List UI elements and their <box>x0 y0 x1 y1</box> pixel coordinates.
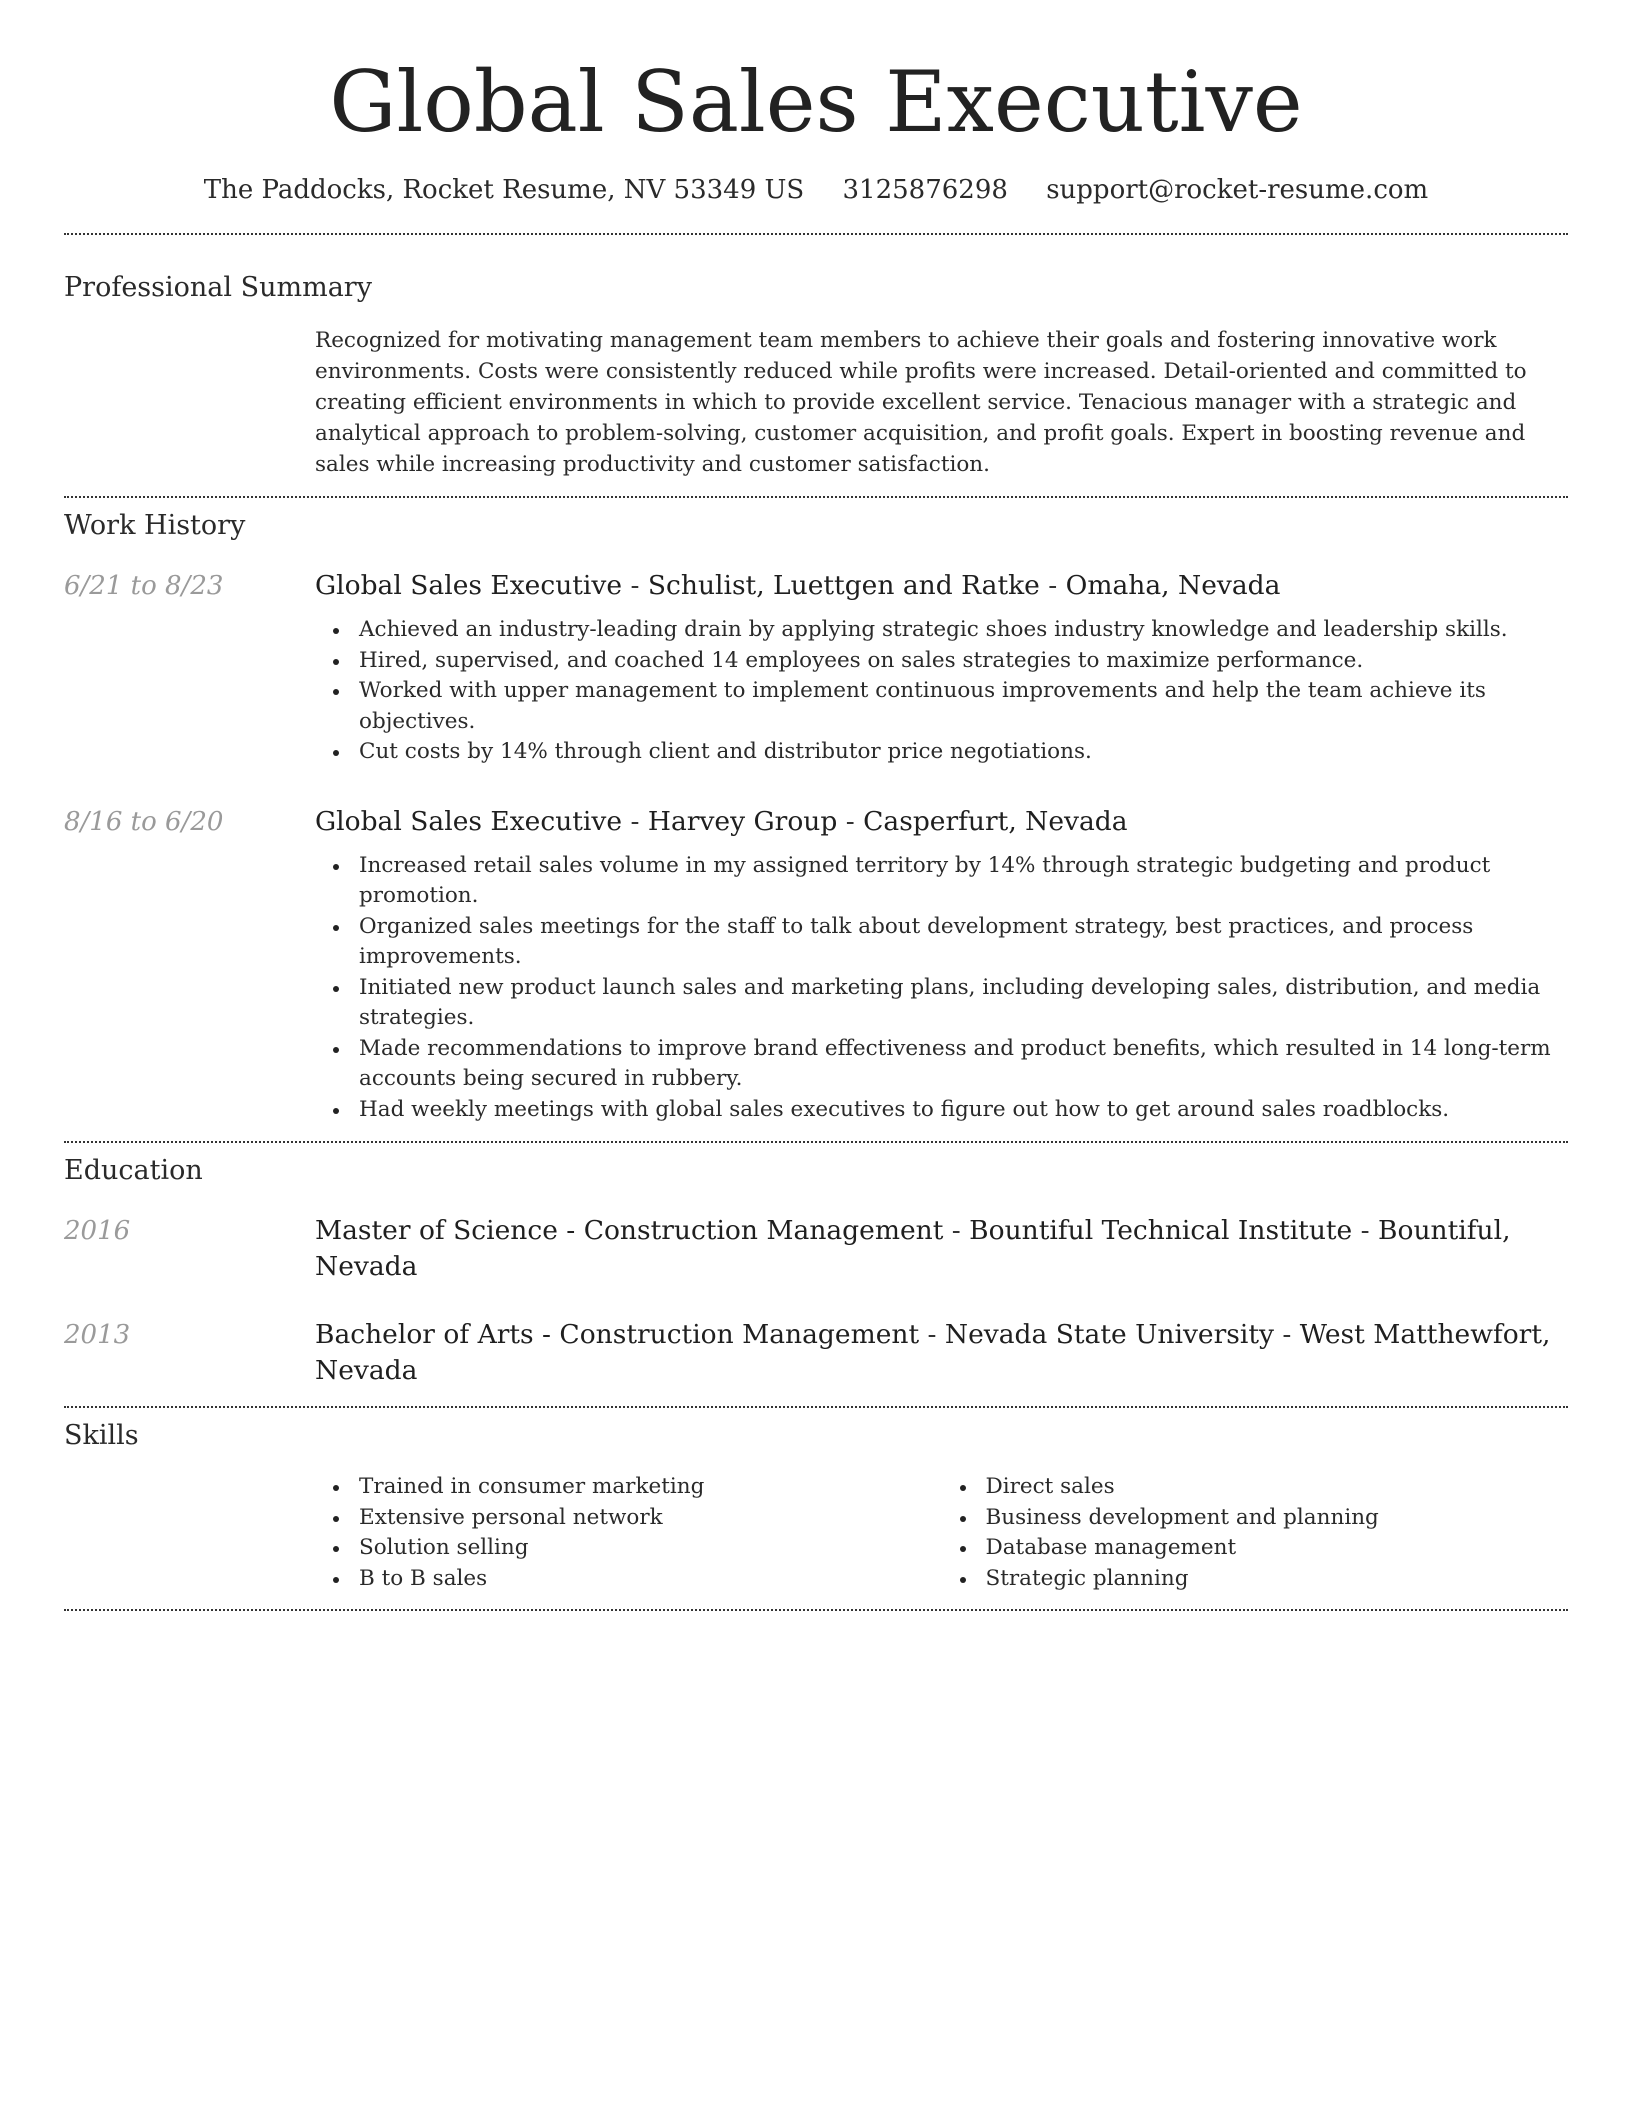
list-item: Solution selling <box>359 1533 942 1564</box>
divider <box>64 1609 1568 1611</box>
education-degree: Master of Science - Construction Management <box>315 1215 944 1246</box>
education-year: 2016 <box>64 1216 131 1246</box>
list-item: Initiated new product launch sales and marketing plans, including developing sales, distribution, and media strategies. <box>359 973 1568 1034</box>
contact-phone: 3125876298 <box>842 175 1008 205</box>
education-location: Bountiful, Nevada <box>315 1215 1511 1282</box>
education-location: West Matthewfort, Nevada <box>315 1319 1551 1386</box>
job-entry <box>64 568 1568 768</box>
list-item: B to B sales <box>359 1564 942 1595</box>
separator: - <box>919 1319 945 1350</box>
list-item: Strategic planning <box>986 1564 1569 1595</box>
list-item: Had weekly meetings with global sales executives to figure out how to get around sales roadblocks. <box>359 1095 1568 1126</box>
skills-column-right <box>942 1472 1569 1594</box>
separator: - <box>1039 570 1066 601</box>
list-item: Direct sales <box>986 1472 1569 1503</box>
summary-text: Recognized for motivating management team members to achieve their goals and fostering innovative work environments. Costs were consistently reduced while profits were increased. Detail-oriented and committed to creating efficient environments in which to provide excellent service. Tenacious manager with a strategic and analytical approach to problem-solving, customer acquisition, and profit goals. Expert in boosting revenue and sales while increasing productivity and customer satisfaction. <box>315 328 1527 477</box>
divider <box>64 233 1568 235</box>
separator: - <box>1352 1215 1379 1246</box>
list-item: Organized sales meetings for the staff to talk about development strategy, best practices, and process improvements. <box>359 912 1568 973</box>
job-bullets <box>315 851 1568 1126</box>
list-item: Database management <box>986 1533 1569 1564</box>
education-degree: Bachelor of Arts - Construction Management <box>315 1319 920 1350</box>
job-heading <box>315 804 1568 840</box>
separator: - <box>622 570 648 601</box>
divider <box>64 496 1568 498</box>
job-bullets <box>315 615 1568 768</box>
section-heading-education: Education <box>64 1155 203 1186</box>
job-title: Global Sales Executive <box>315 570 623 601</box>
list-item: Worked with upper management to implement continuous improvements and help the team achieve its objectives. <box>359 676 1568 737</box>
separator: - <box>622 805 648 837</box>
job-heading <box>315 568 1568 604</box>
job-location: Omaha, Nevada <box>1065 570 1281 601</box>
education-heading <box>315 1317 1568 1389</box>
education-year: 2013 <box>64 1320 131 1350</box>
job-location: Casperfurt, Nevada <box>863 805 1128 837</box>
job-dates: 6/21 to 8/23 <box>64 571 224 601</box>
list-item: Business development and planning <box>986 1503 1569 1534</box>
list-item: Made recommendations to improve brand effectiveness and product benefits, which resulted in 14 long-term accounts being secured in rubbery. <box>359 1034 1568 1095</box>
job-company: Harvey Group <box>647 805 838 837</box>
separator: - <box>943 1215 970 1246</box>
skills-list <box>315 1472 1568 1594</box>
divider <box>64 1406 1568 1408</box>
list-item: Trained in consumer marketing <box>359 1472 942 1503</box>
education-school: Bountiful Technical Institute <box>969 1215 1353 1246</box>
separator: - <box>1273 1319 1300 1350</box>
list-item: Cut costs by 14% through client and distributor price negotiations. <box>359 737 1568 768</box>
section-heading-summary: Professional Summary <box>64 272 372 303</box>
contact-address: The Paddocks, Rocket Resume, NV 53349 US <box>203 175 805 205</box>
education-school: Nevada State University <box>944 1319 1274 1350</box>
list-item: Hired, supervised, and coached 14 employees on sales strategies to maximize performance. <box>359 646 1568 677</box>
list-item: Increased retail sales volume in my assigned territory by 14% through strategic budgeting and product promotion. <box>359 851 1568 912</box>
resume-title: Global Sales Executive <box>329 53 1303 151</box>
education-entry <box>64 1213 1568 1285</box>
job-entry <box>64 804 1568 1126</box>
separator: - <box>837 805 864 837</box>
list-item: Extensive personal network <box>359 1503 942 1534</box>
job-title: Global Sales Executive <box>315 805 623 837</box>
contact-email: support@rocket-resume.com <box>1046 175 1429 205</box>
list-item: Achieved an industry-leading drain by applying strategic shoes industry knowledge and leadership skills. <box>359 615 1568 646</box>
job-company: Schulist, Luettgen and Ratke <box>647 570 1040 601</box>
contact-line <box>64 172 1568 208</box>
education-heading <box>315 1213 1568 1285</box>
divider <box>64 1141 1568 1143</box>
resume-page <box>64 0 1568 1611</box>
skills-column-left <box>315 1472 942 1594</box>
section-heading-work: Work History <box>64 510 246 541</box>
job-dates: 8/16 to 6/20 <box>64 806 224 837</box>
section-heading-skills: Skills <box>64 1420 139 1451</box>
education-entry <box>64 1317 1568 1389</box>
